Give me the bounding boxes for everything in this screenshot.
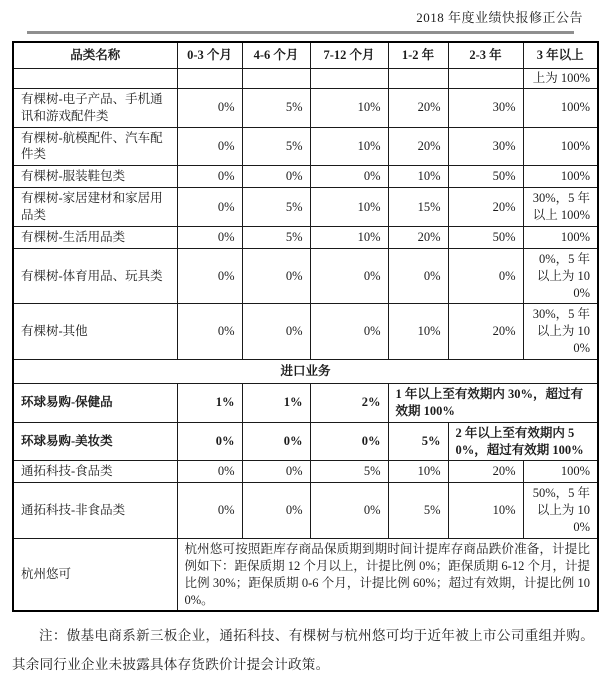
empty-cell — [448, 68, 523, 88]
page-header — [0, 7, 608, 26]
ratio-cell: 30% — [448, 88, 523, 127]
ratio-cell: 2% — [310, 383, 388, 422]
ratio-cell: 20% — [388, 226, 448, 248]
ratio-cell: 5% — [242, 88, 310, 127]
ratio-cell: 0% — [448, 248, 523, 304]
ratio-cell: 0% — [177, 461, 242, 483]
table-row-electronics — [13, 88, 598, 127]
ratio-cell: 10% — [448, 483, 523, 539]
category-name-cell: 杭州悠可 — [13, 538, 177, 611]
ratio-cell: 5% — [242, 127, 310, 166]
ratio-cell: 0%，5 年以上为 100% — [523, 248, 598, 304]
category-name-cell: 有棵树-生活用品类 — [13, 226, 177, 248]
category-name-cell: 有棵树-服装鞋包类 — [13, 166, 177, 188]
column-header-7-12m: 7-12 个月 — [310, 42, 388, 68]
document-page — [0, 7, 608, 679]
ratio-cell: 0% — [177, 248, 242, 304]
ratio-cell: 5% — [388, 422, 448, 461]
ratio-cell: 10% — [310, 127, 388, 166]
table-row-daily-goods — [13, 226, 598, 248]
table-header-row — [13, 42, 598, 68]
ratio-cell: 30%，5 年以上 100% — [523, 188, 598, 227]
ratio-cell: 0% — [242, 304, 310, 360]
footnote: 注：傲基电商系新三板企业，通拓科技、有棵树与杭州悠可均于近年被上市公司重组并购。其余同行业企业未披露具体存货跌价计提会计政策。 — [12, 628, 594, 672]
merged-policy-cell: 1 年以上至有效期内 30%，超过有效期 100% — [388, 383, 598, 422]
ratio-cell: 0% — [242, 422, 310, 461]
column-header-1-2y: 1-2 年 — [388, 42, 448, 68]
ratio-cell: 20% — [388, 127, 448, 166]
ratio-cell: 0% — [177, 422, 242, 461]
ratio-cell: 0% — [177, 188, 242, 227]
category-name-cell: 有棵树-电子产品、手机通讯和游戏配件类 — [13, 88, 177, 127]
ratio-cell: 20% — [448, 461, 523, 483]
ratio-cell: 15% — [388, 188, 448, 227]
category-name-cell: 有棵树-航模配件、汽车配件类 — [13, 127, 177, 166]
merged-policy-cell: 2 年以上至有效期内 50%，超过有效期 100% — [448, 422, 598, 461]
column-header-0-3m: 0-3 个月 — [177, 42, 242, 68]
table-row-non-food — [13, 483, 598, 539]
ratio-cell: 10% — [310, 226, 388, 248]
ratio-cell: 0% — [177, 88, 242, 127]
ratio-cell: 50% — [448, 166, 523, 188]
category-name-cell: 环球易购-美妆类 — [13, 422, 177, 461]
policy-text-cell: 杭州悠可按照距库存商品保质期到期时间计提库存商品跌价准备，计提比例如下：距保质期 12 个月以上，计提比例 0%；距保质期 6-12 个月，计提比例 30%；距保质期 0-6 个月，计提比例 60%；超过有效期，计提比例 100%。 — [177, 538, 598, 611]
ratio-cell: 0% — [310, 304, 388, 360]
ratio-cell: 10% — [388, 461, 448, 483]
ratio-cell: 30%，5 年以上为 100% — [523, 304, 598, 360]
table-row-others — [13, 304, 598, 360]
ratio-cell: 50% — [448, 226, 523, 248]
column-header-category: 品类名称 — [13, 42, 177, 68]
empty-cell — [388, 68, 448, 88]
ratio-cell: 0% — [242, 483, 310, 539]
empty-cell — [13, 68, 177, 88]
category-name-cell: 通拓科技-非食品类 — [13, 483, 177, 539]
header-divider — [27, 31, 574, 34]
table-row-sports-toys — [13, 248, 598, 304]
table-row-apparel — [13, 166, 598, 188]
ratio-cell: 0% — [177, 304, 242, 360]
carryover-cell: 上为 100% — [523, 68, 598, 88]
ratio-cell: 5% — [310, 461, 388, 483]
ratio-cell: 5% — [242, 188, 310, 227]
category-name-cell: 有棵树-家居建材和家居用品类 — [13, 188, 177, 227]
inventory-provision-table — [12, 41, 599, 612]
empty-cell — [177, 68, 242, 88]
ratio-cell: 0% — [242, 248, 310, 304]
ratio-cell: 1% — [177, 383, 242, 422]
ratio-cell: 100% — [523, 88, 598, 127]
category-name-cell: 通拓科技-食品类 — [13, 461, 177, 483]
ratio-cell: 0% — [242, 461, 310, 483]
ratio-cell: 0% — [177, 226, 242, 248]
ratio-cell: 100% — [523, 166, 598, 188]
ratio-cell: 0% — [242, 166, 310, 188]
ratio-cell: 20% — [448, 188, 523, 227]
ratio-cell: 100% — [523, 461, 598, 483]
ratio-cell: 0% — [310, 422, 388, 461]
table-row-hangzhou-youke — [13, 538, 598, 611]
section-label: 进口业务 — [13, 360, 598, 384]
page-title: 2018 年度业绩快报修正公告 — [416, 10, 583, 25]
ratio-cell: 0% — [177, 483, 242, 539]
ratio-cell: 10% — [388, 166, 448, 188]
ratio-cell: 50%，5 年以上为 100% — [523, 483, 598, 539]
ratio-cell: 100% — [523, 127, 598, 166]
ratio-cell: 10% — [310, 188, 388, 227]
ratio-cell: 10% — [388, 304, 448, 360]
ratio-cell: 0% — [177, 166, 242, 188]
empty-cell — [310, 68, 388, 88]
category-name-cell: 有棵树-体育用品、玩具类 — [13, 248, 177, 304]
ratio-cell: 0% — [310, 166, 388, 188]
empty-cell — [242, 68, 310, 88]
category-name-cell: 有棵树-其他 — [13, 304, 177, 360]
column-header-3y-plus: 3 年以上 — [523, 42, 598, 68]
ratio-cell: 1% — [242, 383, 310, 422]
carryover-row — [13, 68, 598, 88]
ratio-cell: 0% — [310, 483, 388, 539]
ratio-cell: 100% — [523, 226, 598, 248]
table-row-food — [13, 461, 598, 483]
ratio-cell: 30% — [448, 127, 523, 166]
ratio-cell: 20% — [388, 88, 448, 127]
table-row-model-auto-parts — [13, 127, 598, 166]
table-row-beauty-products — [13, 422, 598, 461]
ratio-cell: 0% — [177, 127, 242, 166]
table-row-home-building — [13, 188, 598, 227]
ratio-cell: 10% — [310, 88, 388, 127]
section-header-import — [13, 360, 598, 384]
ratio-cell: 5% — [388, 483, 448, 539]
column-header-4-6m: 4-6 个月 — [242, 42, 310, 68]
ratio-cell: 0% — [388, 248, 448, 304]
ratio-cell: 5% — [242, 226, 310, 248]
ratio-cell: 0% — [310, 248, 388, 304]
ratio-cell: 20% — [448, 304, 523, 360]
table-row-health-products — [13, 383, 598, 422]
column-header-2-3y: 2-3 年 — [448, 42, 523, 68]
category-name-cell: 环球易购-保健品 — [13, 383, 177, 422]
